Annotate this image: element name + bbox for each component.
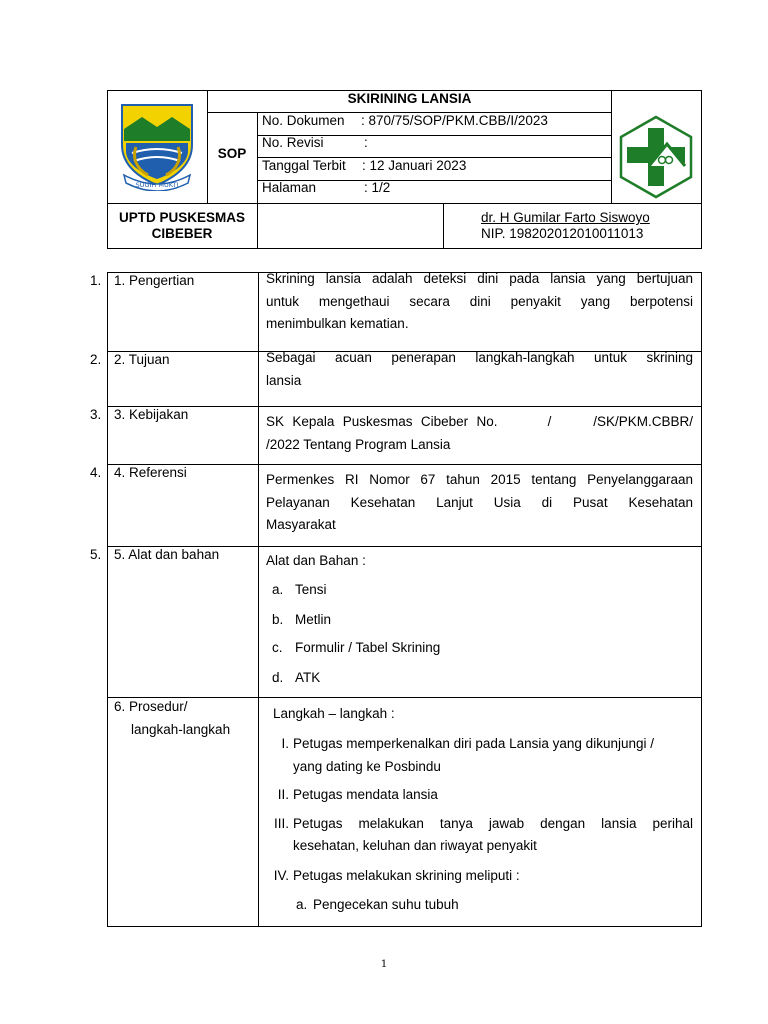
- puskesmas-logo-icon: [613, 114, 699, 200]
- section-6-intro: Langkah – langkah :: [273, 706, 395, 721]
- section-4-line: Masyarakat: [266, 517, 336, 532]
- list-marker: c.: [272, 640, 283, 655]
- section-3-line: SK Kepala Puskesmas Cibeber No. / /SK/PKM.CBBR/: [266, 414, 693, 429]
- step-text-continued: yang dating ke Posbindu: [293, 759, 441, 774]
- step-marker: IV.: [273, 868, 289, 883]
- list-text: Metlin: [295, 612, 332, 627]
- section-2-line: Sebagai acuan penerapan langkah-langkah untuk skrining: [266, 350, 693, 365]
- tanggal-label: Tanggal Terbit: [262, 158, 346, 173]
- list-marker: b.: [272, 612, 284, 627]
- section-6-title-line2: langkah-langkah: [131, 722, 231, 737]
- section-2-content: [266, 347, 693, 392]
- step-item: [262, 736, 654, 752]
- section-1-line: untuk mengethaui secara dini penyakit yang berpotensi: [266, 293, 693, 309]
- org-name-line1: UPTD PUSKESMAS: [118, 210, 245, 225]
- step-item: [262, 868, 520, 884]
- step-item: [262, 816, 693, 832]
- step-marker: I.: [281, 736, 289, 751]
- step-marker: III.: [273, 816, 289, 831]
- section-5-number: 5.: [90, 547, 102, 562]
- no-revisi-value: :: [364, 135, 368, 150]
- org-name-line2: CIBEBER: [151, 226, 213, 241]
- regency-emblem-icon: [118, 101, 196, 191]
- section-4-content: [266, 469, 693, 537]
- section-4-line: Permenkes RI Nomor 67 tahun 2015 tentang Penyelanggaraan: [266, 472, 693, 487]
- section-2-title: 2. Tujuan: [114, 352, 170, 367]
- section-2-number: 2.: [90, 352, 102, 367]
- step-text: Petugas mendata lansia: [293, 787, 438, 802]
- list-item: [272, 612, 331, 628]
- section-4-line: Pelayanan Kesehatan Lanjut Usia di Pusat Kesehatan: [266, 494, 693, 510]
- step-text: Petugas melakukan tanya jawab dengan lansia perihal: [293, 816, 693, 831]
- page-number: 1: [380, 959, 388, 970]
- sub-item-marker: a.: [296, 897, 308, 912]
- no-dokumen-label: No. Dokumen: [262, 113, 345, 128]
- signer-nip: NIP. 198202012010011013: [481, 226, 644, 241]
- step-marker: II.: [277, 787, 289, 802]
- sub-item-text: Pengecekan suhu tubuh: [313, 897, 459, 912]
- section-1-line: Skrining lansia adalah deteksi dini pada lansia yang bertujuan: [266, 271, 693, 286]
- sop-label: SOP: [217, 146, 247, 161]
- step-text: Petugas melakukan skrining meliputi :: [293, 868, 520, 883]
- section-3-content: [266, 411, 693, 456]
- list-marker: a.: [272, 582, 284, 597]
- section-3-line: /2022 Tentang Program Lansia: [266, 436, 451, 452]
- signer-name: dr. H Gumilar Farto Siswoyo: [481, 210, 650, 225]
- no-dokumen-value: : 870/75/SOP/PKM.CBB/I/2023: [361, 113, 548, 128]
- section-2-line: lansia: [266, 372, 302, 388]
- document-title: SKIRINING LANSIA: [347, 91, 472, 106]
- section-6-title-line1: 6. Prosedur/: [114, 699, 188, 714]
- section-5-title: 5. Alat dan bahan: [114, 547, 220, 562]
- sub-item: [296, 897, 459, 913]
- section-1-title: 1. Pengertian: [114, 273, 195, 288]
- section-1-number: 1.: [90, 273, 102, 288]
- halaman-label: Halaman: [262, 180, 317, 195]
- list-marker: d.: [272, 670, 284, 685]
- section-1-line: menimbulkan kematian.: [266, 316, 409, 331]
- list-text: Tensi: [295, 582, 327, 597]
- section-3-number: 3.: [90, 407, 102, 422]
- list-text: Formulir / Tabel Skrining: [295, 640, 441, 655]
- no-revisi-label: No. Revisi: [262, 135, 324, 150]
- section-3-title: 3. Kebijakan: [114, 407, 189, 422]
- tanggal-value: : 12 Januari 2023: [362, 158, 467, 173]
- list-item: [272, 670, 320, 686]
- section-1-content: [266, 268, 693, 336]
- section-4-number: 4.: [90, 465, 102, 480]
- section-5-intro: Alat dan Bahan :: [266, 553, 366, 568]
- step-item: [262, 787, 438, 803]
- step-text-continued: kesehatan, keluhan dan riwayat penyakit: [293, 838, 537, 853]
- section-4-title: 4. Referensi: [114, 465, 187, 480]
- step-text: Petugas memperkenalkan diri pada Lansia yang dikunjungi /: [293, 736, 654, 751]
- list-text: ATK: [295, 670, 321, 685]
- list-item: [272, 640, 440, 656]
- emblem-banner-text: SUGIH MUKTI: [135, 181, 179, 189]
- halaman-value: : 1/2: [364, 180, 391, 195]
- list-item: [272, 582, 327, 598]
